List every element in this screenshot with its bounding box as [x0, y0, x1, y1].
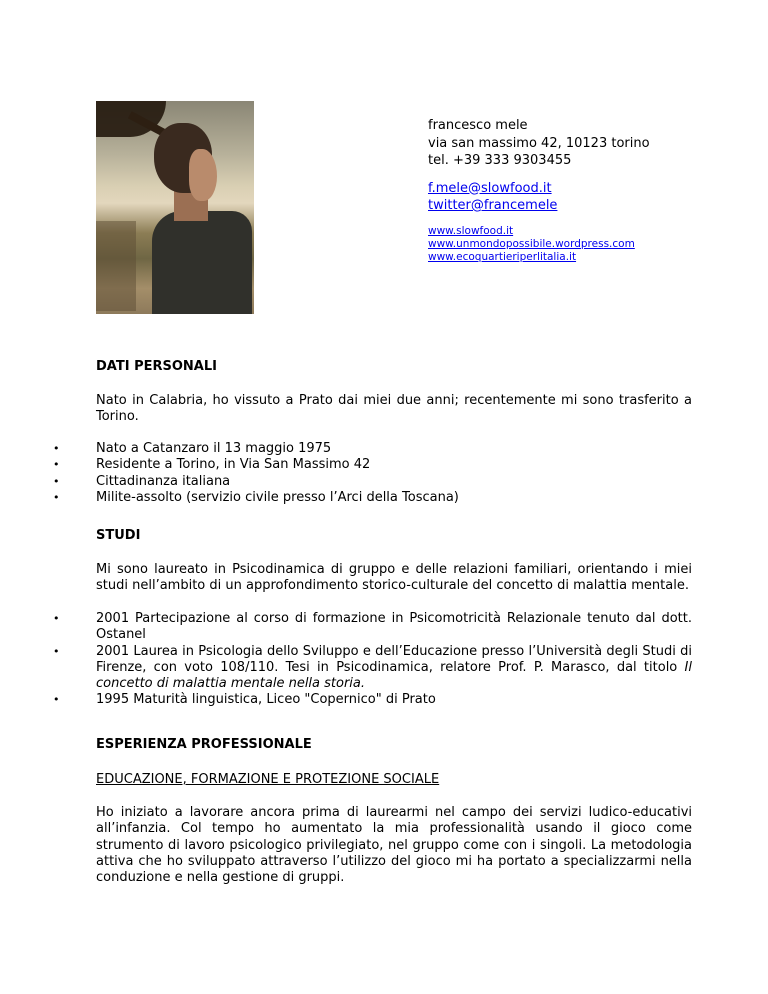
- list-item: • 2001 Partecipazione al corso di formazione in Psicomotricità Relazionale tenuto dal dott. Ostanel: [96, 611, 692, 644]
- photo-shade: [96, 221, 136, 311]
- twitter-link[interactable]: twitter@francemele: [428, 198, 558, 213]
- esperienza-subtitle: EDUCAZIONE, FORMAZIONE E PROTEZIONE SOCIALE: [96, 772, 440, 787]
- contact-name: francesco mele: [428, 118, 528, 133]
- esperienza-text: Ho iniziato a lavorare ancora prima di laurearmi nel campo dei servizi ludico-educativi all’infanzia. Col tempo ho aumentato la mia professionalità usando il gioco come strumento di lavoro psicologico privilegiato, nel gruppo come con i singoli. La metodologia attiva che ho sviluppato attraverso l’utilizzo del gioco mi ha portato a specializzarmi nella conduzione e nella gestione di gruppi.: [96, 805, 692, 886]
- dati-personali-intro: Nato in Calabria, ho vissuto a Prato dai miei due anni; recentemente mi sono trasferito a Torino.: [96, 393, 692, 425]
- photo-face: [189, 149, 217, 201]
- contact-address: via san massimo 42, 10123 torino: [428, 135, 650, 151]
- list-item: • Milite-assolto (servizio civile presso l’Arci della Toscana): [96, 490, 692, 506]
- profile-photo: [96, 101, 254, 314]
- studi-intro: Mi sono laureato in Psicodinamica di gruppo e delle relazioni familiari, orientando i miei studi nell’ambito di un approfondimento storico-culturale del concetto di malattia mentale.: [96, 562, 692, 594]
- section-title-studi: STUDI: [96, 528, 141, 543]
- dati-personali-list: [96, 441, 692, 506]
- thesis-title: Il concetto di malattia mentale nella storia.: [96, 659, 692, 692]
- section-title-esperienza: ESPERIENZA PROFESSIONALE: [96, 737, 312, 752]
- list-item: • Residente a Torino, in Via San Massimo 42: [96, 457, 692, 473]
- photo-shirt: [152, 211, 252, 314]
- section-title-dati-personali: DATI PERSONALI: [96, 359, 217, 374]
- site-link-unmondopossibile[interactable]: www.unmondopossibile.wordpress.com: [428, 237, 635, 250]
- site-link-slowfood[interactable]: www.slowfood.it: [428, 224, 514, 237]
- email-link[interactable]: f.mele@slowfood.it: [428, 180, 552, 196]
- studi-list: [96, 611, 692, 709]
- list-item: • Nato a Catanzaro il 13 maggio 1975: [96, 441, 692, 457]
- list-item: • Cittadinanza italiana: [96, 474, 692, 490]
- list-item: [96, 644, 692, 693]
- list-item-text: 2001 Laurea in Psicologia dello Sviluppo e dell’Educazione presso l’Università degli Studi di Firenze, con voto 108/110. Tesi in Psicodinamica, relatore Prof. P. Marasco, dal titolo: [96, 643, 692, 675]
- site-link-ecoquartieri[interactable]: www.ecoquartieriperlitalia.it: [428, 250, 577, 263]
- contact-block: [428, 117, 748, 264]
- contact-phone: tel. +39 333 9303455: [428, 153, 572, 168]
- list-item: • 1995 Maturità linguistica, Liceo "Copernico" di Prato: [96, 692, 692, 708]
